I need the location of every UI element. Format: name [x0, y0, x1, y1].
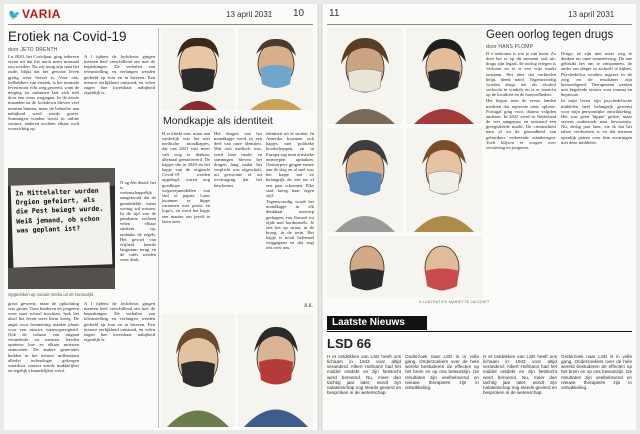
- sketch-drawing: [161, 314, 235, 427]
- news-paragraph: H et ontdekken van LSD heeft ons lichaam in 1943 voor altijd veranderd. Albert Hofmann had het middel ontdekt en zijn fietstocht werd beroemd. Nu, meer dan tachtig jaar later, wordt zijn nalatenschap nog steeds gevierd en besproken in de wetenschap.: [327, 354, 401, 396]
- brand-text: VARIA: [21, 7, 61, 21]
- article-signature: R.K.: [304, 304, 313, 309]
- article-paragraph: identiteit uit te stralen. In Amerika kwamen ook kapjes met politieke boodschappen, en in Europa zag men artistieke ontwerpen opduiken. Ontwerpers gingen ermee aan de slag en al snel was het kapje net zo belangrijk als een tas of een paar schoenen. Elke stad kreeg haar eigen stijl.: [266, 131, 314, 198]
- article-2-column-1: [162, 131, 210, 294]
- sketch-masked-person-5: [327, 28, 403, 124]
- sketch-drawing: [161, 28, 235, 110]
- sketch-drawing: [406, 28, 482, 124]
- sketch-masked-person-4: [238, 314, 313, 427]
- news-banner: Laatste Nieuws: [327, 316, 427, 330]
- article-title: Erotiek na Covid-19: [8, 29, 127, 44]
- illustration-credit: ILLUSTRATIES MARIETTE JACQUET: [419, 300, 490, 304]
- article-2-column-2: [214, 131, 262, 294]
- bird-icon: 🐦: [8, 10, 21, 21]
- article-paragraph: groot geweest, maar de opluchting was groter. Toen kinderen en jongeren weer naar school mochten, leek het alsof het leven weer kleur kreeg. De angst voor besmetting maakte plaats voor een nieuwe nieuwsgierigheid. Ook de cultuur van uitgaan veranderde en mensen leerden opnieuw hoe ze elkaar moesten ontmoeten. De andere generaties hadden in het nieuwe millennium allerlei technologie gekregen waardoor contact steeds makkelijker en tegelijk afstandelijker werd.: [8, 301, 79, 374]
- news-paragraph: H et ontdekken van LSD heeft ons lichaam in 1943 voor altijd veranderd. Albert Hofmann had het middel ontdekt en zijn fietstocht werd beroemd. Nu, meer dan tachtig jaar later, wordt zijn nalatenschap nog steeds gevierd en besproken in de wetenschap.: [483, 354, 557, 396]
- right-page-number: 11: [329, 8, 340, 19]
- sketch-drawing: [327, 128, 403, 232]
- left-page: [4, 4, 317, 430]
- header-rule: [8, 24, 313, 25]
- article-paragraph: Tegenwoordig wordt het mondkapje in elk denkbaar ontwerp gedragen, van fluweel tot zijde met borduursels. Je ziet het op straat, in de kroeg, in de trein. Het kapje is nooit helemaal weggegaan en dat zegt iets over ons.: [266, 199, 314, 251]
- news-paragraph: Onderzoek naar LSD is in volle gang. Onderzoekers over de hele wereld bestuderen de effecten op het brein en op ons bewustzijn. De resultaten zijn veelbelovend en nieuwe therapieën zijn in ontwikkeling.: [405, 354, 479, 390]
- sketch-drawing: [327, 236, 482, 298]
- article-column-2: [84, 54, 155, 164]
- news-paragraph: Onderzoek naar LSD is in volle gang. Onderzoekers over de hele wereld bestuderen de effecten op het brein en op ons bewustzijn. De resultaten zijn veelbelovend en nieuwe therapieën zijn in ontwikkeling.: [561, 354, 632, 390]
- right-page-header: [323, 7, 636, 23]
- article-byline: door JETO DRENTH: [8, 47, 58, 53]
- article-paragraph: D e toekomst is wat je van komt. Zo doet het er op dit moment ook uit: drugs zijn legaal, de oorlog ertegen is verloren en er is een vrije markt ontstaan. Het idee dat verbieden helpt, bleek naïef. Tegenwoordig worden drugs net als alcohol verkocht in winkels en is er toezicht op de kwaliteit en de hoeveelheden.: [486, 51, 556, 98]
- sketch-drawing: [238, 314, 313, 427]
- news-column-4: [561, 354, 632, 427]
- sketch-masked-person-7: [327, 128, 403, 232]
- article-column-4: [8, 301, 79, 427]
- article-paragraph: In mijn leven zijn psychedelische middelen heel belangrijk geweest voor mijn persoonlijke ontwikkeling. Het was geen 'hippie' gedoe, maar serieus onderzoek naar bewustzijn. Nu, dertig jaar later, zie ik dat het taboe verdwenen is en dat mensen openlijk praten over hun ervaringen met deze middelen.: [561, 98, 632, 145]
- article-photo: [8, 168, 115, 289]
- photo-caption: Opgedoken op sociale media uit de coronatijd.: [8, 292, 95, 297]
- article-3-column-1: [486, 51, 556, 297]
- right-date: 13 april 2031: [568, 10, 615, 19]
- sketch-masked-person-3: [161, 314, 235, 427]
- article-paragraph: Het begon toen de eerste landen merkten dat repressie niets oploste. Portugal ging voor, daarna volgden anderen. In 2025 werd in Nederland de wet aangepast en ontstond een gereguleerde markt. De criminaliteit nam af en de gezondheid van gebruikers verbeterde zienderogen. Toch blijven er zorgen over verslaving en jongeren.: [486, 98, 556, 150]
- news-column-3: [483, 354, 557, 427]
- sketch-masked-person-6: [406, 28, 482, 124]
- news-column-2: [405, 354, 479, 427]
- sketch-masked-person-9: [327, 236, 482, 298]
- left-date: 13 april 2031: [226, 10, 273, 19]
- article-paragraph: A l tijdens de lockdown gingen mensen heel verschillend om met de beperkingen. De verhalen van teleurstelling en verlangen werden gedeeld op fora en in brieven. Een nieuwe eerlijkheid ontstond, en velen zagen hoe kwetsbaar nabijheid eigenlijk is.: [84, 301, 155, 343]
- article-2-column-3: [266, 131, 314, 294]
- article-paragraph: N og één detail: het is wetenschappelijk aangetoond dat de gemiddelde mens weinig wil missen. In de tijd van de pandemie zochten velen elkaar stiekem op, ondanks de regels. Het gevoel van vrijheid keerde langzaam terug en de cafés werden weer druk.: [120, 180, 156, 263]
- sketch-masked-person-2: [238, 28, 313, 110]
- article-title-3: Geen oorlog tegen drugs: [486, 29, 614, 41]
- article-3-column-2: [561, 51, 632, 297]
- news-headline: LSD 66: [327, 336, 372, 351]
- news-rule: [327, 331, 632, 332]
- article-paragraph: Het dragen van het mondkapje werd zo een deel van onze identiteit. Wat ooit medisch was, werd later mode, en sommigen bleven het dragen lang nadat het verplicht was afgeschaft, uit gewoonte of uit overtuiging dat het beschermt.: [214, 131, 262, 188]
- left-page-number: 10: [293, 8, 305, 19]
- left-page-header: [4, 7, 317, 23]
- news-column-1: [327, 354, 401, 427]
- article-paragraph: H et klinkt raar, maar aan vankelijk was het niet medische mondkapjes, dat ons 2031 niet meer valt weg te denken, allemaal gemotiveerd. De kapjes die in 2020 en het kapje van de originele Covid-19 werden opgelegd, waren nog goedkope wegwerpmodellen van stof of papier. Later kwamen er hippe varianten met prints en logo's, en werd het kapje een manier om jezelf te laten zien.: [162, 131, 210, 224]
- right-page: [323, 4, 636, 430]
- article-byline-3: door HANS PLOMP: [486, 44, 534, 50]
- sketch-drawing: [238, 28, 313, 110]
- article-paragraph: Drugs; ze zijn niet meer weg te denken uit onze samenleving. De ene gebruikt het om te ontspannen, de ander om dieper in zichzelf te kijken. Psychedelica worden ingezet in de zorg en de resultaten zijn bemoedigend. Therapeuten werken met begeleide sessies voor trauma en depressie.: [561, 51, 632, 98]
- sketch-masked-person-8: [406, 128, 482, 232]
- header-rule: [327, 24, 632, 25]
- page-fold: [318, 4, 322, 430]
- article-paragraph: I n 2020, het Covidjaar, ging iedereen ervan uit dat het nooit meer normaal zou worden. Nu wij terug zijn naar het oude, blijkt dat het gewone leven gretig weer hervat is. Voor ons, liefhebbers van erotiek, is het normale leven nooit echt weg geweest, want de neiging tot intimiteit laat zich niet door een virus wegjagen. In de eerste maanden na de lockdown bleven veel mensen binnen, maar de behoefte aan nabijheid werd steeds groter. Sommigen vonden troost in online contact, anderen zochten elkaar toch voorzichtig op.: [8, 54, 79, 132]
- article-column-5: [84, 301, 155, 427]
- article-title-2: Mondkapje als identiteit: [163, 115, 273, 127]
- article-paragraph: A l tijdens de lockdown gingen mensen heel verschillend om met de beperkingen. De verhalen van teleurstelling en verlangen werden gedeeld op fora en in brieven. Een nieuwe eerlijkheid ontstond, en velen zagen hoe kwetsbaar nabijheid eigenlijk is.: [84, 54, 155, 96]
- sketch-masked-person-1: [161, 28, 235, 110]
- column-divider: [158, 28, 159, 428]
- sketch-drawing: [406, 128, 482, 232]
- sketch-drawing: [327, 28, 403, 124]
- photo-sign-text: In Mittelalter wurden Orgien gefeiert, als die Pest beiegt wurde. Weiß jemand, ob schon was geplant ist?: [15, 186, 104, 235]
- brand-logo: [8, 7, 61, 21]
- article-column-3: [120, 180, 156, 298]
- article-column-1: [8, 54, 79, 164]
